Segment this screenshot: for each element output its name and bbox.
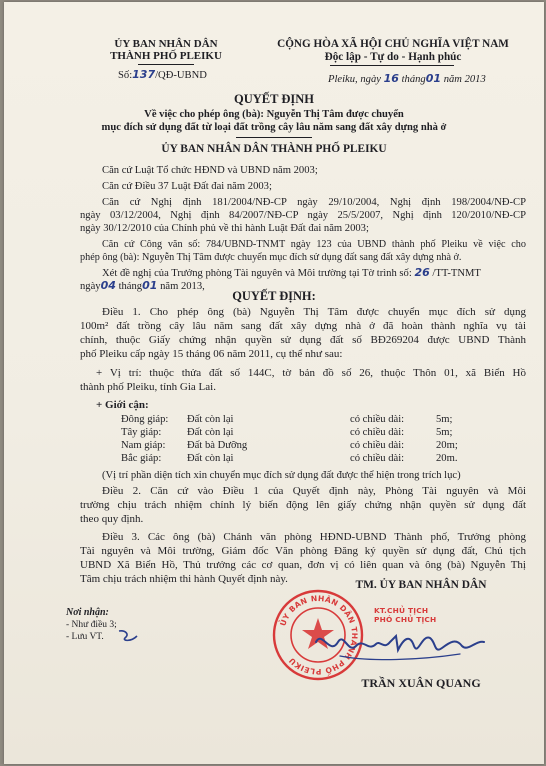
deputy-chair-stamp: KT.CHỦ TỊCH PHÓ CHỦ TỊCH	[374, 606, 437, 624]
article-1-line-1: Điều 1. Cho phép ông (bà) Nguyễn Thị Tâm được chuyển mục đích sử dụng	[102, 306, 526, 318]
location-line-1: + Vị trí: thuộc thửa đất số 144C, tờ bản đồ số 26, thuộc Thôn 01, xã Biển Hồ	[96, 367, 526, 379]
handwritten-signature-icon	[310, 620, 496, 668]
proposal-day-handwritten: 04	[100, 279, 116, 292]
article-3-line-2: Tài nguyên và Môi trường, Giám đốc Văn phòng Đăng ký quyền sử dụng đất, Chủ tịch	[80, 545, 526, 557]
article-2-line-1: Điều 2. Căn cứ vào Điều 1 của Quyết định này, Phòng Tài nguyên và Môi	[102, 485, 526, 497]
recipient-handwritten-mark	[116, 628, 140, 644]
basis-line-3c: ngày 30/12/2010 của Chính phủ về thi hành Luật Đất đai năm 2003;	[80, 223, 369, 234]
subject-line-1: Về việc cho phép ông (bà): Nguyễn Thị Tâm được chuyển	[144, 109, 404, 120]
date-day-handwritten: 16	[383, 72, 399, 85]
boundary-row: Nam giáp:	[121, 440, 166, 451]
article-1-note: (Vị trí phần diện tích xin chuyển mục đích sử dụng đất được thể hiện trong trích lục)	[102, 470, 461, 481]
signer-name: TRẦN XUÂN QUANG	[361, 676, 481, 690]
article-1-line-4: phố Pleiku cấp ngày 15 tháng 06 năm 2011, cụ thể như sau:	[80, 348, 343, 360]
decision-heading: QUYẾT ĐỊNH:	[232, 289, 316, 303]
org-underline	[138, 64, 194, 65]
nation-line-2: Độc lập - Tự do - Hạnh phúc	[324, 51, 462, 63]
org-line-2: THÀNH PHỐ PLEIKU	[110, 50, 222, 62]
basis-5a-post: /TT-TNMT	[432, 268, 481, 279]
document-page	[4, 2, 544, 764]
basis-line-3b: ngày 03/12/2004, Nghị định 84/2007/NĐ-CP ngày 25/5/2007, Nghị định 120/2010/NĐ-CP	[80, 210, 526, 221]
date-month-handwritten: 01	[425, 72, 442, 85]
date-suffix: năm 2013	[443, 74, 486, 85]
document-title: QUYẾT ĐỊNH	[234, 92, 314, 106]
basis-line-1: Căn cứ Luật Tổ chức HĐND và UBND năm 2003;	[102, 165, 318, 176]
article-2-line-2: trường chịu trách nhiệm chỉnh lý biến động lên giấy chứng nhận quyền sử dụng đất	[80, 499, 526, 511]
boundary-neighbor: Đất còn lại	[187, 427, 234, 438]
doc-no-suffix: /QĐ-UBND	[155, 70, 207, 81]
article-1-line-3: chính, thuộc Giấy chứng nhận quyền sử dụng đất số BĐ269204 được UBND Thành	[80, 334, 526, 346]
basis-5a-pre: Xét đề nghị của Trưởng phòng Tài nguyên và Môi trường tại Tờ trình số:	[102, 268, 412, 279]
issue-date	[328, 72, 486, 86]
doc-no-prefix: Số:	[118, 70, 133, 81]
boundary-length-label: có chiều dài:	[350, 414, 405, 425]
boundary-length-value: 5m;	[436, 427, 453, 438]
article-3-line-1: Điều 3. Các ông (bà) Chánh văn phòng HĐND-UBND Thành phố, Trưởng phòng	[102, 531, 526, 543]
basis-line-2: Căn cứ Điều 37 Luật Đất đai năm 2003;	[102, 181, 272, 192]
article-2-line-3: theo quy định.	[80, 513, 144, 525]
org-line-1: ỦY BAN NHÂN DÂN	[114, 38, 218, 50]
boundaries-title: + Giới cận:	[96, 399, 149, 411]
boundary-row: Bắc giáp:	[121, 453, 162, 464]
basis-line-4b: phép ông (bà): Nguyễn Thị Tâm được chuyển mục đích sử dụng đất sang đất xây dựng nhà ở.	[80, 252, 462, 263]
proposal-month-handwritten: 01	[142, 279, 158, 292]
boundary-length-label: có chiều dài:	[350, 440, 405, 451]
boundary-neighbor: Đất bà Dưỡng	[187, 440, 248, 451]
article-1-line-2: 100m² đất trồng cây lâu năm sang đất xây dựng nhà ở đã hoàn thành nghĩa vụ tài	[80, 320, 526, 332]
basis-5b-pre: ngày	[80, 281, 101, 292]
boundary-length-label: có chiều dài:	[350, 453, 405, 464]
recipient-item: - Lưu VT.	[66, 632, 104, 642]
nation-line-1: CỘNG HÒA XÃ HỘI CHỦ NGHĨA VIỆT NAM	[277, 38, 509, 50]
document-number	[118, 68, 207, 82]
basis-line-3a: Căn cứ Nghị định 181/2004/NĐ-CP ngày 29/10/2004, Nghị định 198/2004/NĐ-CP	[102, 197, 526, 208]
subject-line-2: mục đích sử dụng đất từ loại đất trồng cây lâu năm sang đất xây dựng nhà ở	[101, 122, 447, 133]
nation-underline	[330, 65, 454, 66]
signing-authority: TM. ỦY BAN NHÂN DÂN	[355, 579, 487, 591]
boundary-length-label: có chiều dài:	[350, 427, 405, 438]
subject-underline	[236, 137, 312, 138]
recipient-item: - Như điều 3;	[66, 620, 117, 630]
authority-name: ỦY BAN NHÂN DÂN THÀNH PHỐ PLEIKU	[161, 143, 387, 155]
basis-5b-post: năm 2013,	[160, 281, 205, 292]
article-3-line-4: Tâm chịu trách nhiệm thi hành Quyết định này.	[80, 573, 288, 585]
basis-5b-mid: tháng	[118, 281, 143, 292]
boundary-neighbor: Đất còn lại	[187, 453, 234, 464]
boundary-row: Đông giáp:	[121, 414, 169, 425]
seal-ring-text: ỦY BAN NHÂN DÂN THÀNH PHỐ PLEIKU	[278, 593, 360, 677]
date-mid: tháng	[401, 74, 426, 85]
date-prefix: Pleiku, ngày	[328, 74, 381, 85]
proposal-number-handwritten: 26	[414, 266, 430, 279]
boundary-length-value: 5m;	[436, 414, 453, 425]
recipients-title: Nơi nhận:	[66, 607, 109, 618]
article-3-line-3: UBND Xã Biển Hồ, Thủ trưởng các cơ quan, đơn vị có liên quan và ông (bà) Nguyễn Thị	[80, 559, 526, 571]
boundary-row: Tây giáp:	[121, 427, 162, 438]
location-line-2: thành phố Pleiku, tỉnh Gia Lai.	[80, 381, 216, 393]
boundary-length-value: 20m.	[436, 453, 458, 464]
doc-no-handwritten: 137	[132, 68, 156, 81]
basis-line-4a: Căn cứ Công văn số: 784/UBND-TNMT ngày 123 của UBND thành phố Pleiku về việc cho	[102, 239, 526, 250]
boundary-neighbor: Đất còn lại	[187, 414, 234, 425]
boundary-length-value: 20m;	[436, 440, 458, 451]
basis-line-5a	[102, 266, 481, 280]
